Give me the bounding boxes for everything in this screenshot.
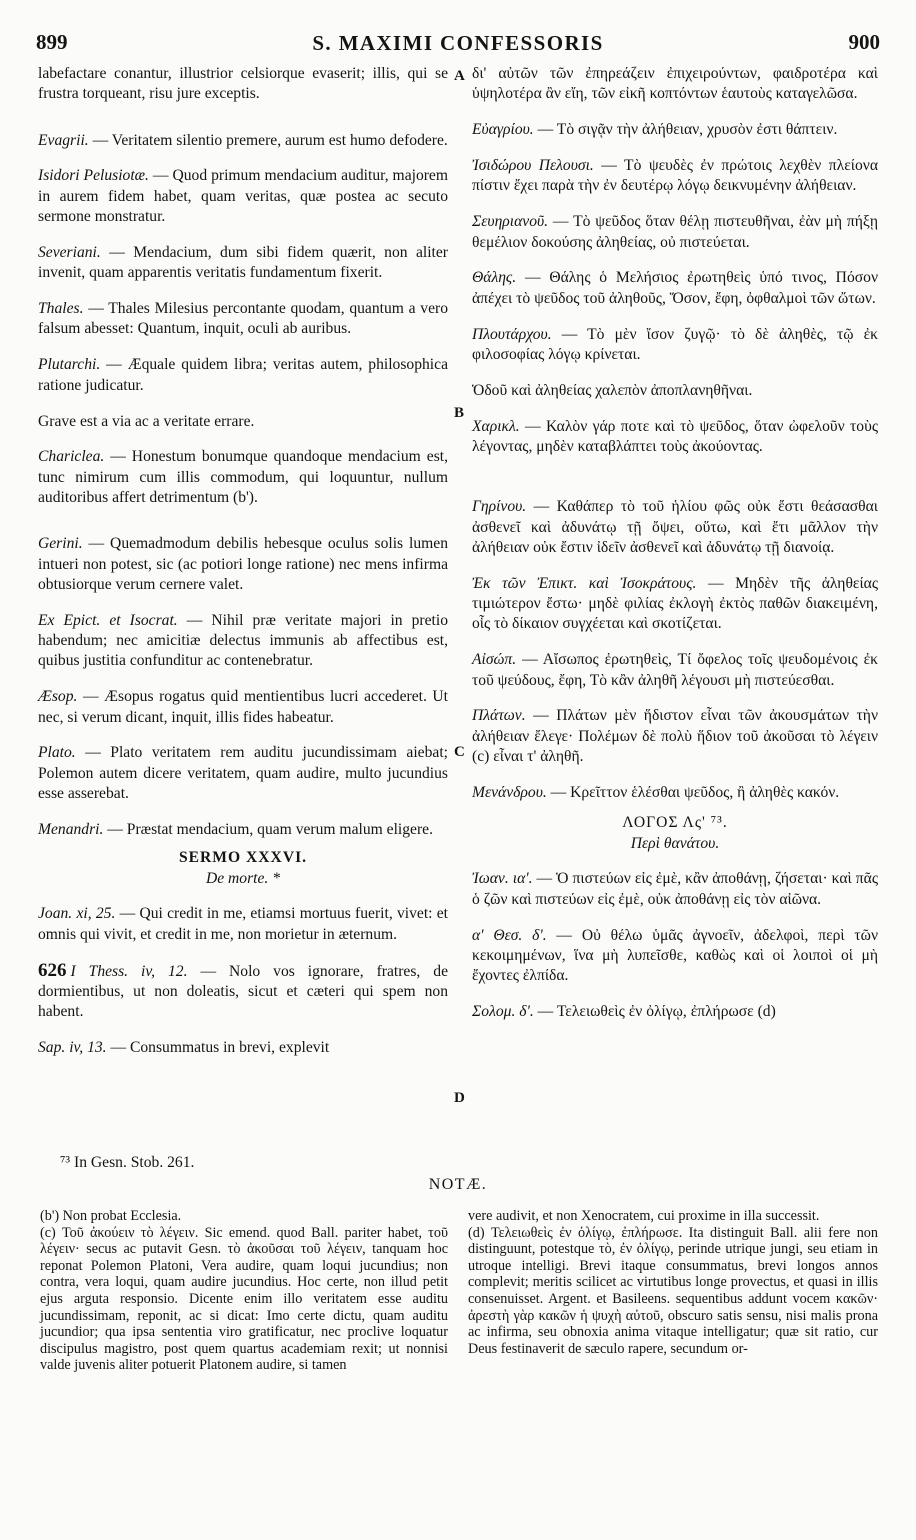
latin-death-entry xyxy=(38,1038,448,1058)
entry-text: — Nihil præ veritate majori in pretio habendum; nec amicitiæ delectus immunis ab affectibus est, quibus justitia confunditur ac contenebratur. xyxy=(38,611,449,670)
source-label: Θάλης. xyxy=(472,269,517,287)
running-header xyxy=(36,30,880,56)
greek-entry xyxy=(472,156,878,197)
source-label: Joan. xi, 25. xyxy=(38,905,116,923)
source-label: Plato. xyxy=(38,744,76,762)
logos-subtitle: Περὶ θανάτου. xyxy=(630,834,720,852)
entry-text: — Æquale quidem libra; veritas autem, philosophica ratione judicatur. xyxy=(38,356,448,394)
source-label: Μενάνδρου. xyxy=(472,783,547,801)
logos-title: ΛΟΓΟΣ Λς' ⁷³. xyxy=(622,814,728,832)
source-label: Ἰσιδώρου Πελουσι. xyxy=(472,157,594,175)
entry-text: — Plato veritatem rem auditu jucundissimam aiebat; Polemon autem dicere veritatem, quam audire, multo jucundius esse asserebat. xyxy=(38,744,448,803)
source-label: Σευηριανοῦ. xyxy=(472,213,549,231)
note-paragraph: (b') Non probat Ecclesia. xyxy=(40,1208,182,1224)
entry-text: — Τὸ μὲν ἴσον ζυγῷ· τὸ δὲ ἀληθὲς, τῷ ἐκ φιλοσοφίας λόγῳ κρίνεται. xyxy=(472,325,878,363)
latin-entry xyxy=(38,611,448,672)
latin-entry xyxy=(38,131,448,151)
source-label: Severiani. xyxy=(38,243,101,261)
greek-entry xyxy=(472,497,878,558)
entry-text: — Τὸ ψευδὲς ἐν πρώτοις λεχθὲν πλείονα πίστιν ἔχει παρὰ τὴν ἐν δευτέρῳ λόγῳ δεικνυμένην ἀλήθειαν. xyxy=(472,157,878,195)
entry-text: — Κρεῖττον ἑλέσθαι ψεῦδος, ἢ ἀληθὲς κακόν. xyxy=(546,783,840,801)
latin-column xyxy=(38,64,448,1060)
margin-marker-d: D xyxy=(454,1090,465,1106)
entry-text: — Quod primum mendacium auditur, majorem in aurem fidem habet, quam veritas, quæ postea ac secuto sermone monstratur. xyxy=(38,167,448,226)
entry-text: — Πλάτων μὲν ἥδιστον εἶναι τῶν ἀκουσμάτων τὴν ἀλήθειαν ἔλεγε· Πολέμων δὲ πολὺ ἥδιον τοῦ ἀκοῦσαι τὸ λέγειν (c) εἶναι τ' ἀληθῆ. xyxy=(472,707,878,766)
note-paragraph: vere audivit, et non Xenocratem, cui proxime in illa successit. xyxy=(468,1208,820,1224)
sermo-subtitle: De morte. * xyxy=(205,869,281,887)
source-label: Gerini. xyxy=(38,535,83,553)
notes-left-column xyxy=(40,1208,448,1374)
source-label: Sap. iv, 13. xyxy=(38,1039,107,1057)
greek-entry xyxy=(472,650,878,691)
sermo-title: SERMO XXXVI. xyxy=(178,849,308,867)
entry-text: — Οὐ θέλω ὑμᾶς ἀγνοεῖν, ἀδελφοὶ, περὶ τῶν κεκοιμημένων, ἵνα μὴ λυπεῖσθε, καθὼς καὶ οἱ λοιποὶ οἱ μὴ ἔχοντες ἐλπίδα. xyxy=(472,926,878,985)
latin-entry xyxy=(38,166,448,227)
source-label: Ἰωαν. ια'. xyxy=(472,870,533,888)
greek-entry xyxy=(472,268,878,309)
greek-intro: δι' αὐτῶν τῶν ἐπηρεάζειν ἐπιχειρούντων, φαιδροτέρα καὶ ὑψηλοτέρα ἂν εἴη, τῶν εἰκῆ κοπτόντων ἑαυτοὺς καταγελῶσα. xyxy=(472,65,878,103)
source-label: Thales. xyxy=(38,300,84,318)
greek-entry xyxy=(472,706,878,767)
entry-text: — Honestum bonumque quandoque mendacium est, tunc nimirum cum illis commodum, qui loquuntur, nullum auditoribus affert detrimentum (b'). xyxy=(38,448,448,507)
margin-marker-a: A xyxy=(454,68,465,84)
greek-entry xyxy=(472,417,878,458)
source-label: α' Θεσ. δ'. xyxy=(472,926,547,944)
greek-entry xyxy=(472,120,878,140)
source-label: Πλάτων. xyxy=(472,707,526,725)
latin-entry xyxy=(38,243,448,284)
margin-marker-b: B xyxy=(454,405,465,421)
entry-text: — Τὸ σιγᾷν τὴν ἀλήθειαν, χρυσὸν ἐστι θάπτειν. xyxy=(533,121,838,139)
page-number-left: 899 xyxy=(36,30,68,54)
entry-text: — Θάλης ὁ Μελήσιος ἐρωτηθεὶς ὑπό τινος, Πόσον ἀπέχει τὸ ψεῦδος τοῦ ἀληθοῦς, Ὅσον, ἔφη, ὀφθαλμοὶ τῶν ὤτων. xyxy=(472,269,878,307)
latin-death-entries xyxy=(38,904,448,1058)
note-paragraph: (c) Τοῦ ἀκούειν τὸ λέγειν. Sic emend. quod Ball. pariter habet, τοῦ λέγειν· secus ac putavit Gesn. τὸ ἀκοῦσαι τοῦ λέγειν, tanquam hoc reponat Polemon Platoni, Vera audire, quam loqui jucundius; non contra, vera loqui, quam audire jucundius. Hoc certe, non illud petit ejus arguta responsio. Dicente enim illo veritatem esse auditu jucundissimam, reponit, ac si dicat: Imo certe dictu, quam auditu jucundior; qua ipsa sententia viro gratificatur, nec proclive loquatur discipulus magistro, post quem quartus academiam rexit; ut nonnisi valde juvenis aliter potuerit Platonem audire, si tamen xyxy=(40,1224,448,1374)
entry-text: — Quemadmodum debilis hebesque oculus solis lumen intueri non potest, sic (ac potiori longe ratione) nec mens infirma obtusiorque verum cernere valet. xyxy=(38,535,448,593)
entry-text: — Καλὸν γάρ ποτε καὶ τὸ ψεῦδος, ὅταν ὠφελοῦν τοὺς λέγοντας, μηδὲν καταβλάπτει τοὺς ἀκούοντας. xyxy=(472,417,878,456)
entry-text: — Thales Milesius percontante quodam, quantum a vero falsum abesset: Quantum, inquit, oculi ab auribus. xyxy=(38,300,448,338)
greek-column xyxy=(472,64,878,1024)
entry-text: — Μηδὲν τῆς ἀληθείας τιμιώτερον ἔστω· μηδὲ φιλίας ἐκλογὴ ἐκτὸς παθῶν διακειμένη, οἷς τὸ δίκαιον συγχέεται καὶ σκοτίζεται. xyxy=(472,574,879,633)
latin-entries xyxy=(38,131,448,841)
greek-entry xyxy=(472,574,878,635)
entry-text: — Καθάπερ τὸ τοῦ ἡλίου φῶς οὐκ ἔστι θεάσασθαι ἀσθενεῖ καὶ ἀδυνάτῳ τῇ ὄψει, οὕτω, καὶ ἔτι μᾶλλον τὴν ἀλήθειαν οὐκ ἔστιν ἰδεῖν ἀσθενεῖ καὶ ἀδυνάτῳ τῇ διανοίᾳ. xyxy=(472,498,878,556)
greek-death-entry xyxy=(472,1002,878,1022)
source-label: Εὐαγρίου. xyxy=(472,121,534,139)
source-label: Χαρικλ. xyxy=(472,417,520,435)
entry-text: — Nolo vos ignorare, fratres, de dormientibus, ut non doleatis, sicut et cæteri qui spem non habent. xyxy=(38,962,448,1021)
latin-entry xyxy=(38,412,448,432)
latin-entry xyxy=(38,447,448,508)
entry-text: — Ὁ πιστεύων εἰς ἐμὲ, κἂν ἀποθάνῃ, ζήσεται· καὶ πᾶς ὁ ζῶν καὶ πιστεύων εἰς ἐμὲ, οὐκ ἀποθάνῃ εἰς τὸν αἰῶνα. xyxy=(472,870,878,908)
entry-text: — Veritatem silentio premere, aurum est humo defodere. xyxy=(88,131,448,149)
entry-text: — Præstat mendacium, quam verum malum eligere. xyxy=(103,820,433,838)
greek-death-entry xyxy=(472,926,878,987)
entry-text: Ὁδοῦ καὶ ἀληθείας χαλεπὸν ἀποπλανηθῆναι. xyxy=(472,381,753,399)
greek-entry xyxy=(472,325,878,366)
page-number-right: 900 xyxy=(848,30,880,54)
source-label: Πλουτάρχου. xyxy=(472,325,552,343)
source-label: Plutarchi. xyxy=(38,356,101,374)
greek-entry xyxy=(472,783,878,803)
greek-entry xyxy=(472,212,878,253)
entry-text: Grave est a via ac a veritate errare. xyxy=(38,412,255,430)
entry-text: — Αἴσωπος ἐρωτηθεὶς, Τί ὄφελος τοῖς ψευδομένοις ἐκ τοῦ ψεύδους, ἔφη, Τὸ κἂν ἀληθῆ λέγουσι μὴ πιστεύεσθαι. xyxy=(472,651,878,689)
source-label: Isidori Pelusiotæ. xyxy=(38,167,149,185)
source-label: Γηρίνου. xyxy=(472,498,527,516)
notes-right-column xyxy=(468,1208,878,1357)
greek-entries xyxy=(472,120,878,803)
entry-text: — Τὸ ψεῦδος ὅταν θέλῃ πιστευθῆναι, ἐὰν μὴ πήξῃ θεμέλιον δοκούσης ἀληθείας, οὐ πιστεύεται. xyxy=(472,213,878,251)
note-paragraph: (d) Τελειωθεὶς ἐν ὀλίγῳ, ἐπλήρωσε. Ita distinguit Ball. alii fere non distinguunt, potestque τὸ, ἐν ὀλίγῳ, perinde utrique jungi, seu etiam in utroque intelligi. Brevi itaque consummatus, brevi longos annos complevit; meritis scilicet ac virtutibus longe provectus, et quasi in illis consenuisset. Argent. et Basileens. sequentibus addunt vocem κακῶν· ἀρεστὴ γὰρ κακῶν ἡ ψυχὴ αὐτοῦ, obscuro satis sensu, nisi malis prona ac infirma, seu obnoxia anima vitaque intelligatur; quæ sit ratio, cur Deus festinaverit de sæculo rapere, secundum or- xyxy=(468,1224,878,1357)
latin-entry xyxy=(38,687,448,728)
greek-death-entries xyxy=(472,869,878,1022)
latin-entry xyxy=(38,355,448,396)
source-label: Ex Epict. et Isocrat. xyxy=(38,611,178,629)
latin-intro: labefactare conantur, illustrior celsiorque evaserit; illis, qui se frustra torqueant, risu jure exceptis. xyxy=(38,65,448,103)
running-title: S. MAXIMI CONFESSORIS xyxy=(312,31,604,55)
entry-text: — Æsopus rogatus quid mentientibus lucri accederet. Ut nec, si verum dicant, inquit, illis fides habeatur. xyxy=(38,688,448,726)
source-label: Chariclea. xyxy=(38,448,105,466)
source-label: Evagrii. xyxy=(38,131,89,149)
greek-death-entry xyxy=(472,869,878,910)
margin-marker-c: C xyxy=(454,744,465,760)
latin-entry xyxy=(38,534,448,595)
source-label: Æsop. xyxy=(38,688,78,706)
source-label: Σολομ. δ'. xyxy=(472,1003,534,1021)
greek-entry xyxy=(472,381,878,401)
latin-entry xyxy=(38,820,448,840)
source-label: Αἰσώπ. xyxy=(472,651,517,669)
source-label: I Thess. iv, 12. xyxy=(70,962,188,980)
entry-text: — Mendacium, dum sibi fidem quærit, non aliter invenit, quam apparentis veritatis fundamentum fixerit. xyxy=(38,243,448,282)
source-label: Menandri. xyxy=(38,820,104,838)
entry-text: — Qui credit in me, etiamsi mortuus fuerit, vivet: et omnis qui vivit, et credit in me, non morietur in æternum. xyxy=(38,905,448,943)
gesner-footnote: ⁷³ In Gesn. Stob. 261. xyxy=(60,1154,195,1171)
source-label: Ἐκ τῶν Ἐπικτ. καὶ Ἰσοκράτους. xyxy=(472,574,697,592)
column-number: 626 xyxy=(38,959,67,981)
notae-heading: NOTÆ. xyxy=(428,1176,488,1193)
latin-entry xyxy=(38,299,448,340)
latin-death-entry xyxy=(38,904,448,945)
latin-death-entry xyxy=(38,961,448,1023)
entry-text: — Τελειωθεὶς ἐν ὀλίγῳ, ἐπλήρωσε (d) xyxy=(533,1003,776,1021)
latin-entry xyxy=(38,743,448,804)
entry-text: — Consummatus in brevi, explevit xyxy=(106,1039,330,1057)
